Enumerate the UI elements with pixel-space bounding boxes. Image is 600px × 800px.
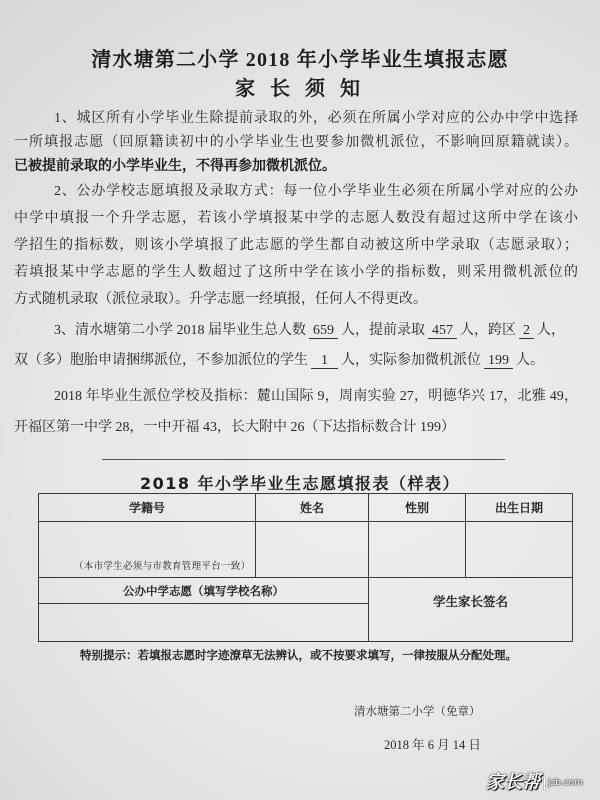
parent-signature-label: 学生家长签名 <box>432 594 508 609</box>
notice-item-2-line: 若填报某中学志愿的学生人数超过了这所中学在该小学的指标数，则采用微机派位的 <box>14 265 578 280</box>
school-choice-cell <box>39 604 369 642</box>
not-in-lottery-value: 1 <box>311 353 338 369</box>
notice-item-2-line: 2、公办学校志愿填报及录取方式：每一位小学毕业生必须在所属小学对应的公办 <box>54 184 578 199</box>
issue-date: 2018 年 6 月 14 日 <box>384 738 481 752</box>
notice-item-1 <box>0 107 600 179</box>
gender-cell <box>369 522 466 578</box>
watermark-brand: 家长帮 <box>486 772 540 793</box>
name-cell <box>256 522 369 578</box>
notice-item-2 <box>0 178 600 313</box>
form-choice-header-row <box>39 578 573 604</box>
cross-district-value: 2 <box>519 323 534 339</box>
parent-signature-cell <box>369 578 573 642</box>
watermark-logo <box>486 771 583 795</box>
special-notice: 特别提示：若填报志愿时字迹潦草无法辨认，或不按要求填写，一律按服从分配处理。 <box>80 648 517 662</box>
school-quota-line: 2018 年毕业生派位学校及指标：麓山国际 9，周南实验 27，明德华兴 17，北雅 49， <box>54 389 578 404</box>
school-choice-label: 公办中学志愿（填写学校名称） <box>39 578 369 604</box>
notice-item-4 <box>0 381 600 443</box>
notice-item-1-line: 1、城区所有小学毕业生除提前录取的外，必须在所属小学对应的公办中学中选择 <box>54 111 578 126</box>
student-id-note: （本市学生必须与市教育管理平台一致） <box>74 561 251 572</box>
form-student-row <box>39 522 573 578</box>
notice-item-3-text: 3、清水塘第二小学 2018 届毕业生总人数 <box>54 323 306 338</box>
birth-date-cell <box>466 522 573 578</box>
notice-item-3-text: 双（多）胞胎申请捆绑派位，不参加派位的学生 <box>14 353 308 368</box>
notice-item-3-text: 人， <box>537 323 565 338</box>
issuer-name: 清水塘第二小学（免章） <box>354 706 481 718</box>
notice-item-3-text: 人，实际参加微机派位 <box>341 353 481 368</box>
school-quota-line: 开福区第一中学 28，一中开福 43，长大附中 26（下达指标数合计 199） <box>14 420 455 435</box>
header-birth-date: 出生日期 <box>466 494 573 522</box>
notice-item-3-line <box>14 346 578 376</box>
notice-item-2-line: 方式随机录取（派位录取）。升学志愿一经填报，任何人不得更改。 <box>14 292 427 307</box>
header-name: 姓名 <box>256 494 369 522</box>
notice-item-1-line: 一所填报志愿（回原籍读初中的小学毕业生也要参加微机派位，不影响回原籍就读）。 <box>14 135 578 150</box>
cut-divider-line <box>102 459 505 460</box>
document-subtitle: 家 长 须 知 <box>235 78 365 100</box>
notice-item-2-line: 学招生的指标数，则该小学填报了此志愿的学生都自动被这所中学录取（志愿录取）； <box>14 238 578 253</box>
application-form-table <box>38 493 573 642</box>
form-title: 2018 年小学毕业生志愿填报表（样表） <box>139 474 461 493</box>
notice-item-1-emphasis: 已被提前录取的小学毕业生，不得再参加微机派位。 <box>14 159 336 174</box>
student-id-cell <box>39 522 256 578</box>
in-lottery-value: 199 <box>484 353 513 369</box>
notice-item-2-line: 中学中填报一个升学志愿，若该小学填报某中学的志愿人数没有超过这所中学在该小 <box>14 211 578 226</box>
form-header-row <box>39 494 573 522</box>
notice-item-3-text: 人，提前录取 <box>341 323 425 338</box>
notice-item-3-text: 人。 <box>516 353 544 368</box>
document-title: 清水塘第二小学 2018 年小学毕业生填报志愿 <box>91 49 509 71</box>
notice-item-3 <box>0 316 600 376</box>
watermark-separator <box>544 777 545 790</box>
header-gender: 性别 <box>369 494 466 522</box>
notice-item-3-text: 人，跨区 <box>460 323 516 338</box>
notice-item-3-line <box>54 316 578 346</box>
header-student-id: 学籍号 <box>39 494 256 522</box>
early-admitted-value: 457 <box>428 323 457 339</box>
watermark-site: jzb.com <box>548 778 584 788</box>
total-graduates-value: 659 <box>309 323 338 339</box>
